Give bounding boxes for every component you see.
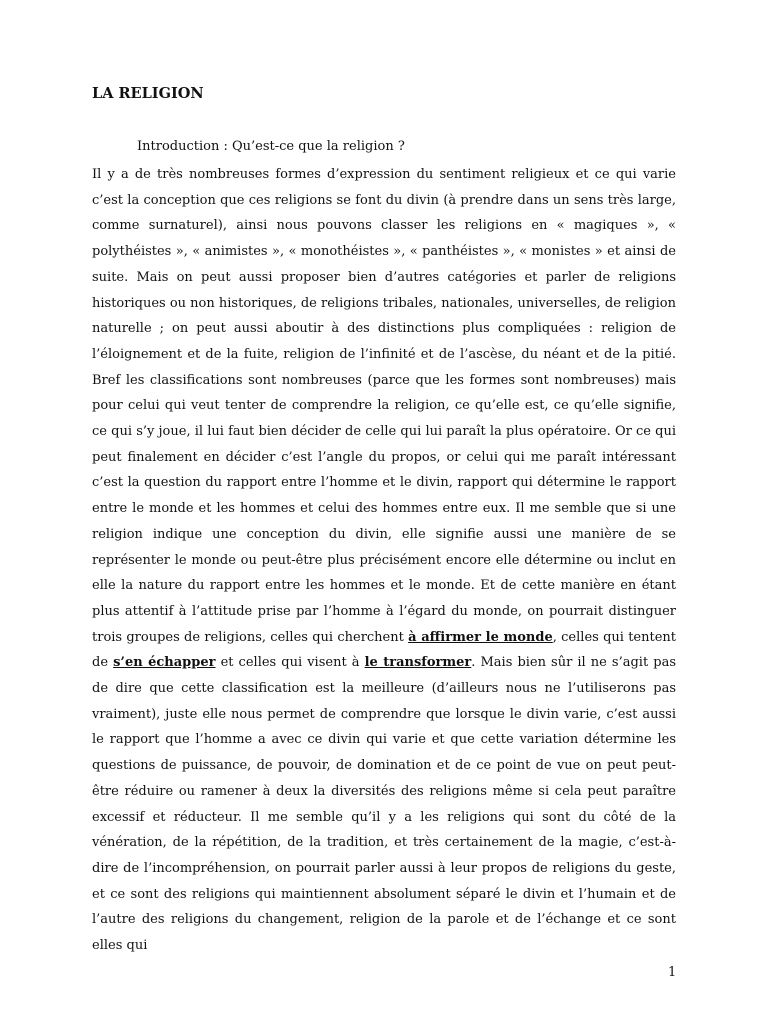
paragraph-text-part-1: Il y a de très nombreuses formes d’expression du sentiment religieux et ce qui varie c’est la conception que ces religions se font du divin (à prendre dans un sens très large, comme surnaturel), ainsi nous pouvons classer les religions en « magiques », « polythéistes », « animistes », « monothéistes », « panthéistes », « monistes » et ainsi de suite. Mais on peut aussi proposer bien d’autres catégories et parler de religions historiques ou non historiques, de religions tribales, nationales, universelles, de religion naturelle ; on peut aussi aboutir à des distinctions plus compliquées : religion de l’éloignement et de la fuite, religion de l’infinité et de l’ascèse, du néant et de la pitié. Bref les classifications sont nombreuses (parce que les formes sont nombreuses) mais pour celui qui veut tenter de comprendre la religion, ce qu’elle est, ce qu’elle signifie, ce qui s’y joue, il lui faut bien décider de celle qui lui paraît la plus opératoire. Or ce qui peut finalement en décider c’est l’angle du propos, or celui qui me paraît intéressant c’est la question du rapport entre l’homme et le divin, rapport qui détermine le rapport entre le monde et les hommes et celui des hommes entre eux. Il me semble que si une religion indique une conception du divin, elle signifie aussi une manière de se représenter le monde ou peut-être plus précisément encore elle détermine ou inclut en elle la nature du rapport entre les hommes et le monde. Et de cette manière en étant plus attentif à l’attitude prise par l’homme à l’égard du monde, on pourrait distinguer trois groupes de religions, celles qui cherchent (92, 167, 676, 645)
paragraph-text-part-3: et celles qui visent à (215, 655, 365, 671)
paragraph-text-part-4: . Mais bien sûr il ne s’agit pas de dire que cette classification est la meilleure (d’ailleurs nous ne l’utiliserons pas vraiment), juste elle nous permet de comprendre que lorsque le divin varie, c’est aussi le rapport que l’homme a avec ce divin qui varie et que cette variation détermine les questions de puissance, de pouvoir, de domination et de ce point de vue on peut peut-être réduire ou ramener à deux la diversités des religions même si cela peut paraître excessif et réducteur. Il me semble qu’il y a les religions qui sont du côté de la vénération, de la répétition, de la tradition, et très certainement de la magie, c’est-à-dire de l’incompréhension, on pourrait parler aussi à leur propos de religions du geste, et ce sont des religions qui maintiennent absolument séparé le divin et l’humain et de l’autre des religions du changement, religion de la parole et de l’échange et ce sont elles qui (92, 655, 676, 954)
emphasis-le-transformer: le transformer (364, 655, 472, 671)
paragraph-text-part-2: , celles qui tentent de (92, 629, 676, 671)
document-title: LA RELIGION (92, 85, 204, 102)
emphasis-s-en-echapper: s’en échapper (113, 655, 216, 671)
emphasis-affirmer-le-monde: à affirmer le monde (408, 629, 553, 645)
page-number: 1 (668, 965, 677, 980)
body-paragraph (92, 162, 676, 959)
section-subtitle: Introduction : Qu’est-ce que la religion ? (137, 139, 405, 154)
